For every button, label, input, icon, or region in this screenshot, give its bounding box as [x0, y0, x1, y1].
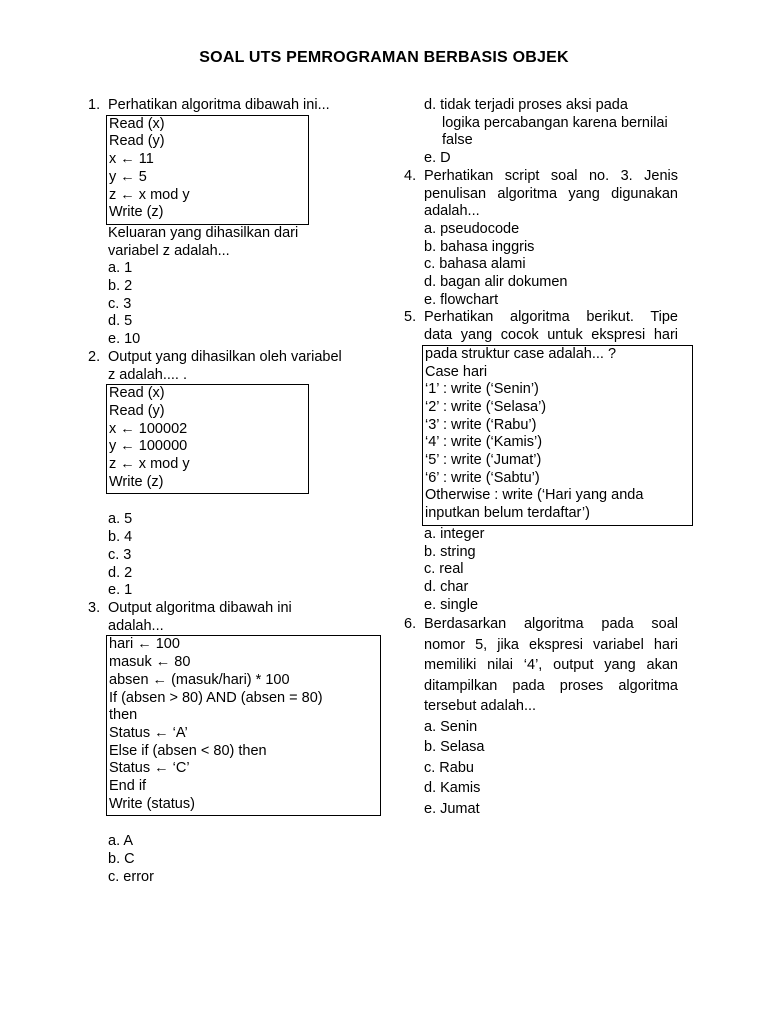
question-4: [404, 168, 678, 186]
question-number: 6.: [404, 616, 417, 633]
question-3: [88, 600, 388, 618]
question-2: [88, 349, 388, 367]
question-number: 5.: [404, 309, 417, 326]
code-line: z ← x mod y: [109, 186, 190, 203]
question-1: [88, 97, 388, 115]
code-line: Write (status): [109, 795, 195, 812]
question-text: Perhatikan script soal no. 3. Jenis: [424, 167, 678, 184]
code-line: x ← 11: [109, 151, 154, 168]
code-line: ‘3’ : write (‘Rabu’): [425, 416, 537, 433]
answer-option-continued: logika percabangan karena bernilai: [442, 114, 668, 131]
question-5: [404, 309, 678, 327]
question-text: nomor 5, jika ekspresi variabel hari: [424, 636, 678, 653]
code-box-1: [106, 115, 309, 225]
answer-option: c. real: [424, 561, 464, 578]
code-line: masuk ← 80: [109, 654, 191, 671]
answer-option: d. bagan alir dokumen: [424, 274, 568, 291]
answer-option: c. error: [108, 868, 154, 885]
answer-option: b. C: [108, 851, 135, 868]
answer-option: b. 4: [108, 529, 133, 546]
code-line: ‘1’ : write (‘Senin’): [425, 381, 539, 398]
page-title: SOAL UTS PEMROGRAMAN BERBASIS OBJEK: [199, 49, 569, 66]
code-line: Write (z): [109, 204, 164, 221]
code-line: Else if (absen < 80) then: [109, 742, 267, 759]
answer-option: e. D: [424, 150, 451, 167]
code-line: Otherwise : write (‘Hari yang anda: [425, 487, 644, 504]
answer-option: a. pseudocode: [424, 220, 520, 237]
answer-option: b. bahasa inggris: [424, 238, 535, 255]
answer-option: c. 3: [108, 295, 132, 312]
answer-option: a. 1: [108, 260, 133, 277]
code-line: ‘6’ : write (‘Sabtu’): [425, 469, 540, 486]
code-line: Status ← ‘A’: [109, 724, 188, 741]
code-line: ‘5’ : write (‘Jumat’): [425, 452, 542, 469]
answer-option: e. 1: [108, 582, 133, 599]
code-box-3: [106, 635, 381, 816]
answer-option: c. bahasa alami: [424, 256, 526, 273]
question-text: Perhatikan algoritma dibawah ini...: [108, 97, 330, 113]
code-line: hari ← 100: [109, 636, 180, 653]
code-line: Read (y): [109, 402, 165, 419]
question-text: Berdasarkan algoritma pada soal: [424, 616, 678, 633]
question-number: 3.: [88, 599, 101, 616]
answer-option: d. tidak terjadi proses aksi pada: [424, 97, 628, 113]
code-line: y ← 5: [109, 168, 147, 185]
question-6: [404, 614, 678, 635]
code-line: x ← 100002: [109, 420, 188, 437]
question-text: z adalah.... .: [108, 366, 187, 383]
answer-option: b. 2: [108, 278, 133, 295]
answer-option: a. A: [108, 833, 133, 850]
code-line: Write (z): [109, 473, 164, 490]
code-line: End if: [109, 778, 147, 795]
code-line: Status ← ‘C’: [109, 760, 190, 777]
answer-option: d. 5: [108, 313, 133, 330]
code-line: pada struktur case adalah... ?: [425, 345, 617, 362]
question-number: 1.: [88, 97, 101, 113]
code-line: ‘2’ : write (‘Selasa’): [425, 398, 547, 415]
question-number: 2.: [88, 348, 101, 365]
code-line: y ← 100000: [109, 438, 188, 455]
code-line: absen ← (masuk/hari) * 100: [109, 671, 290, 688]
code-line: z ← x mod y: [109, 456, 190, 473]
code-line: Read (x): [109, 385, 165, 402]
code-line: ‘4’ : write (‘Kamis’): [425, 434, 543, 451]
code-line: then: [109, 707, 138, 724]
answer-option: e. single: [424, 596, 479, 613]
answer-option: a. integer: [424, 525, 485, 542]
question-text: adalah...: [424, 203, 480, 220]
question-text: tersebut adalah...: [424, 698, 537, 715]
left-column: [88, 97, 388, 887]
answer-option: d. 2: [108, 564, 133, 581]
question-text: Keluaran yang dihasilkan dari: [108, 224, 299, 241]
question-text: ditampilkan pada proses algoritma: [424, 677, 678, 694]
answer-option: c. Rabu: [424, 759, 474, 776]
question-text: data yang cocok untuk ekspresi hari: [424, 327, 678, 344]
answer-option: e. flowchart: [424, 291, 499, 308]
code-line: inputkan belum terdaftar’): [425, 505, 590, 522]
code-box-2: [106, 384, 309, 494]
question-text: memiliki nilai ‘4’, output yang akan: [424, 657, 678, 674]
right-column: [404, 97, 678, 819]
code-box-5: [422, 345, 693, 526]
code-line: Case hari: [425, 363, 488, 380]
answer-option: b. string: [424, 543, 476, 560]
answer-option: a. 5: [108, 511, 133, 528]
answer-option-continued: false: [442, 132, 473, 149]
question-text: penulisan algoritma yang digunakan: [424, 185, 678, 202]
answer-option: c. 3: [108, 546, 132, 563]
answer-option: d. Kamis: [424, 780, 481, 797]
code-line: Read (x): [109, 115, 165, 132]
answer-option: a. Senin: [424, 718, 478, 735]
answer-option: d. char: [424, 578, 469, 595]
code-line: If (absen > 80) AND (absen = 80): [109, 689, 323, 706]
question-number: 4.: [404, 167, 417, 184]
code-line: Read (y): [109, 133, 165, 150]
question-text: adalah...: [108, 617, 164, 634]
answer-option: b. Selasa: [424, 739, 485, 756]
answer-option: e. 10: [108, 331, 141, 348]
question-text: Perhatikan algoritma berikut. Tipe: [424, 309, 678, 326]
question-text: variabel z adalah...: [108, 242, 230, 259]
question-text: Output yang dihasilkan oleh variabel: [108, 348, 342, 365]
answer-option: e. Jumat: [424, 800, 480, 817]
question-text: Output algoritma dibawah ini: [108, 599, 292, 616]
